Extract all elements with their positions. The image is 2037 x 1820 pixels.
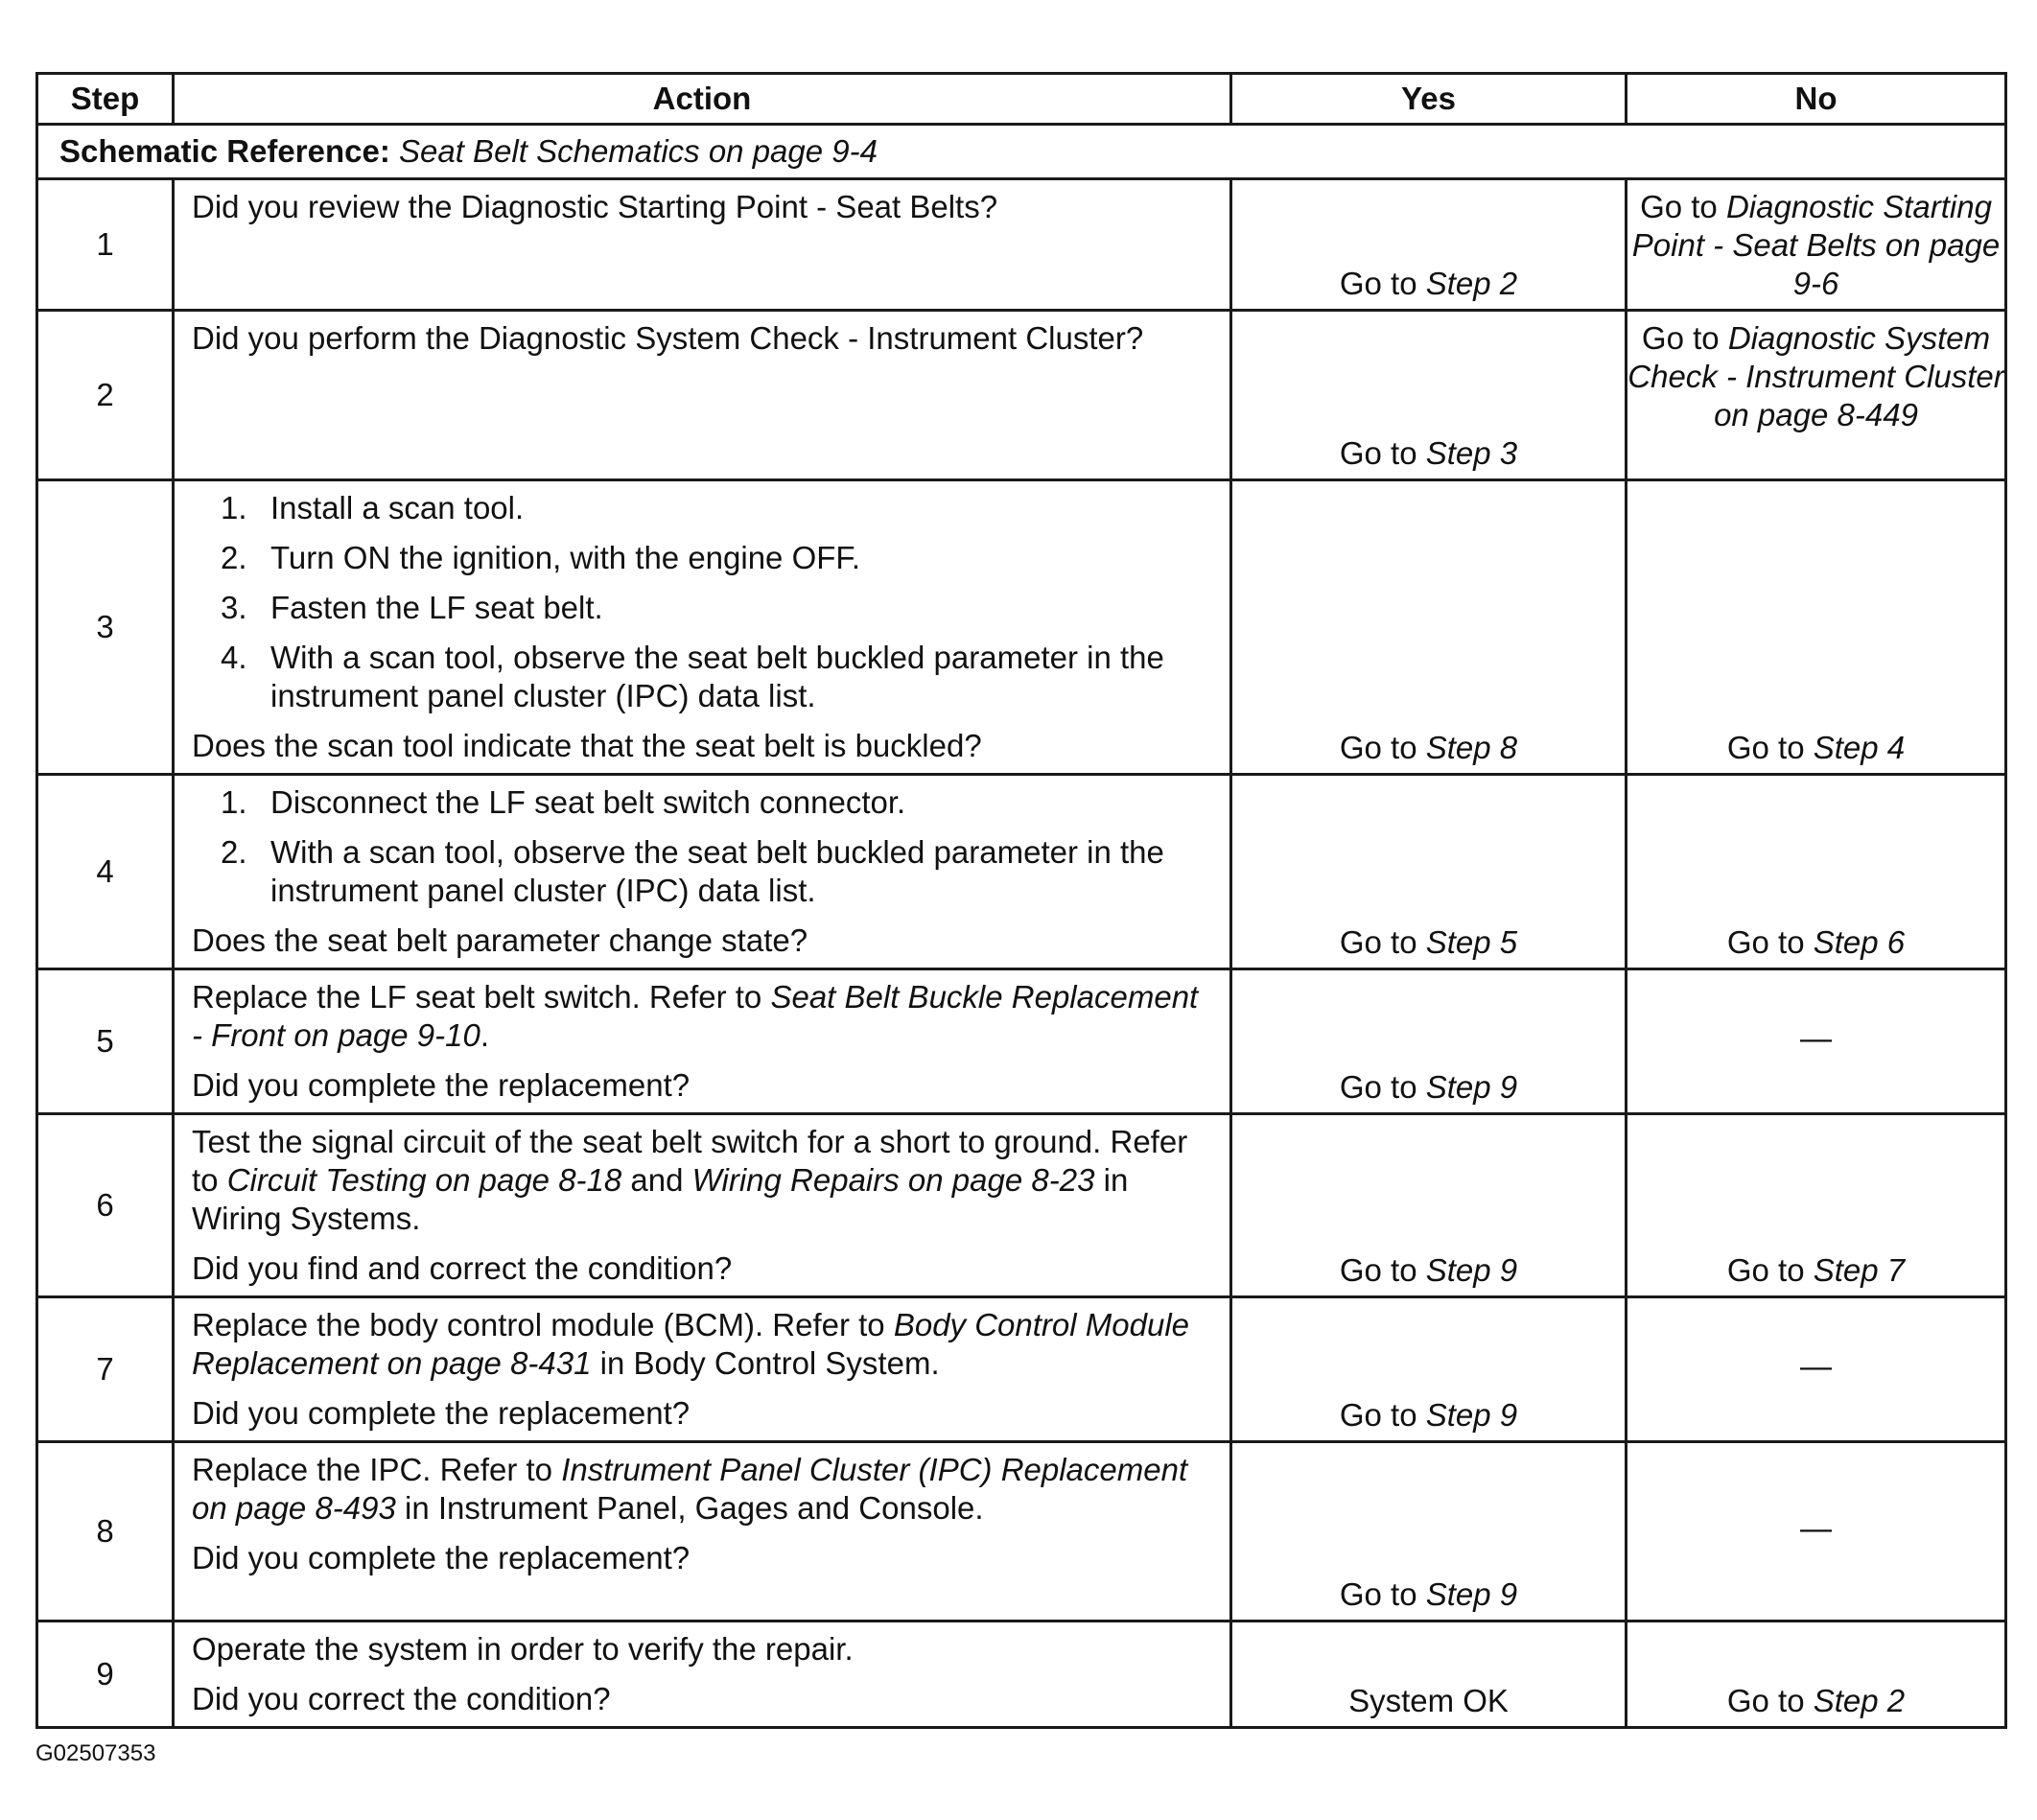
- substep: [192, 833, 1212, 910]
- yes-cell: [1231, 969, 1627, 1114]
- yes-cell: [1231, 480, 1627, 775]
- action-cell: [174, 775, 1231, 969]
- table-row: [37, 179, 2006, 311]
- substep-number: 1.: [221, 490, 247, 525]
- no-link[interactable]: Step 2: [1813, 1683, 1906, 1718]
- action-text: [192, 1451, 1212, 1528]
- yes-prefix: Go to: [1339, 435, 1426, 471]
- step-number: 2: [37, 311, 174, 480]
- substep-number: 2.: [221, 834, 247, 870]
- action-question: Did you find and correct the condition?: [192, 1250, 733, 1286]
- no-prefix: Go to: [1641, 320, 1728, 356]
- substep-list: [192, 489, 1212, 715]
- yes-prefix: Go to: [1339, 1069, 1426, 1105]
- header-step: Step: [37, 74, 174, 125]
- yes-link[interactable]: Step 2: [1425, 266, 1518, 301]
- no-cell: [1627, 1622, 2006, 1728]
- action-cell: [174, 311, 1231, 480]
- action-cell: [174, 1114, 1231, 1297]
- header-yes: Yes: [1231, 74, 1627, 125]
- no-link[interactable]: Diagnostic System Check - Instrument Cluster on page 8-449: [1627, 320, 2004, 432]
- action-text-part: .: [480, 1017, 490, 1053]
- step-number: 3: [37, 480, 174, 775]
- table-row: [37, 480, 2006, 775]
- yes-cell: [1231, 1442, 1627, 1622]
- substep-number: 3.: [221, 590, 247, 625]
- yes-prefix: Go to: [1339, 1252, 1426, 1288]
- yes-text: System OK: [1348, 1683, 1509, 1718]
- diagnostic-table-sheet: [35, 72, 2004, 1729]
- yes-link[interactable]: Step 5: [1425, 924, 1518, 960]
- schematic-reference: [37, 125, 2006, 179]
- table-row: [37, 1114, 2006, 1297]
- no-link[interactable]: Diagnostic Starting Point - Seat Belts on page 9-6: [1631, 189, 2001, 301]
- substep-number: 4.: [221, 640, 247, 675]
- action-link[interactable]: Wiring Repairs on page 8-23: [691, 1162, 1095, 1198]
- no-prefix: Go to: [1640, 189, 1726, 224]
- action-question: Did you complete the replacement?: [192, 1067, 691, 1103]
- no-prefix: Go to: [1726, 730, 1814, 765]
- step-number: 6: [37, 1114, 174, 1297]
- yes-prefix: Go to: [1339, 1397, 1426, 1433]
- step-number: 1: [37, 179, 174, 311]
- no-link[interactable]: Step 7: [1813, 1252, 1906, 1288]
- schematic-row: [37, 125, 2006, 179]
- yes-link[interactable]: Step 3: [1425, 435, 1518, 471]
- no-cell: [1627, 311, 2006, 480]
- yes-cell: [1231, 311, 1627, 480]
- substep-text: Disconnect the LF seat belt switch connector.: [270, 784, 906, 820]
- action-text: Operate the system in order to verify the repair.: [192, 1631, 854, 1667]
- no-link[interactable]: Step 6: [1813, 924, 1906, 960]
- table-row: [37, 1622, 2006, 1728]
- yes-link[interactable]: Step 9: [1425, 1252, 1518, 1288]
- substep: [192, 489, 1212, 527]
- table-row: [37, 1297, 2006, 1442]
- yes-prefix: Go to: [1339, 266, 1426, 301]
- action-cell: [174, 480, 1231, 775]
- no-cell: [1627, 179, 2006, 311]
- no-cell: [1627, 969, 2006, 1114]
- yes-prefix: Go to: [1339, 730, 1426, 765]
- action-text: [192, 1306, 1212, 1383]
- no-dash: —: [1800, 1020, 1832, 1056]
- step-number: 5: [37, 969, 174, 1114]
- action-cell: [174, 1297, 1231, 1442]
- no-cell: [1627, 1114, 2006, 1297]
- substep-text: Turn ON the ignition, with the engine OFF.: [270, 540, 861, 575]
- yes-link[interactable]: Step 9: [1425, 1069, 1518, 1105]
- no-link[interactable]: Step 4: [1813, 730, 1906, 765]
- no-prefix: Go to: [1726, 1683, 1814, 1718]
- action-text-part: in Wiring Systems.: [192, 1162, 1129, 1236]
- action-text: Did you review the Diagnostic Starting Point - Seat Belts?: [192, 189, 998, 224]
- substep-number: 2.: [221, 540, 247, 575]
- step-number: 9: [37, 1622, 174, 1728]
- action-text: [192, 978, 1212, 1055]
- action-text-part: and: [621, 1162, 692, 1198]
- step-number: 8: [37, 1442, 174, 1622]
- yes-cell: [1231, 1114, 1627, 1297]
- yes-cell: [1231, 1622, 1627, 1728]
- action-text: [192, 1123, 1212, 1238]
- no-cell: [1627, 775, 2006, 969]
- action-cell: [174, 1622, 1231, 1728]
- table-row: [37, 969, 2006, 1114]
- schematic-link[interactable]: Seat Belt Schematics on page 9-4: [399, 133, 878, 169]
- action-cell: [174, 179, 1231, 311]
- action-text-part: in Body Control System.: [591, 1345, 940, 1381]
- yes-link[interactable]: Step 9: [1425, 1576, 1518, 1612]
- action-question: Does the seat belt parameter change state?: [192, 922, 808, 958]
- action-text-part: in Instrument Panel, Gages and Console.: [395, 1490, 984, 1526]
- no-dash: —: [1800, 1510, 1832, 1546]
- action-text-part: Replace the LF seat belt switch. Refer to: [192, 979, 771, 1015]
- yes-cell: [1231, 1297, 1627, 1442]
- substep-number: 1.: [221, 784, 247, 820]
- action-link[interactable]: Instrument Panel Cluster (IPC) Replacement on page 8-493: [192, 1452, 1188, 1526]
- substep-list: [192, 783, 1212, 910]
- no-dash: —: [1800, 1348, 1832, 1384]
- header-no: No: [1627, 74, 2006, 125]
- no-cell: [1627, 1442, 2006, 1622]
- yes-cell: [1231, 179, 1627, 311]
- no-prefix: Go to: [1726, 924, 1814, 960]
- diagnostic-table: [35, 72, 2007, 1729]
- yes-link[interactable]: Step 9: [1425, 1397, 1518, 1433]
- no-cell: [1627, 480, 2006, 775]
- header-row: [37, 74, 2006, 125]
- table-row: [37, 775, 2006, 969]
- yes-cell: [1231, 775, 1627, 969]
- substep: [192, 783, 1212, 822]
- substep: [192, 639, 1212, 715]
- figure-id: G02507353: [35, 1740, 156, 1766]
- yes-prefix: Go to: [1339, 924, 1426, 960]
- substep-text: With a scan tool, observe the seat belt buckled parameter in the instrument panel cluster (IPC) data list.: [270, 834, 1164, 908]
- table-row: [37, 1442, 2006, 1622]
- substep-text: Install a scan tool.: [270, 490, 525, 525]
- action-link[interactable]: Seat Belt Buckle Replacement - Front on page 9-10: [192, 979, 1199, 1053]
- yes-link[interactable]: Step 8: [1425, 730, 1518, 765]
- action-text-part: Test the signal circuit of the seat belt switch for a short to ground. Refer to: [192, 1124, 1188, 1198]
- substep-text: With a scan tool, observe the seat belt buckled parameter in the instrument panel cluster (IPC) data list.: [270, 640, 1164, 713]
- action-question: Does the scan tool indicate that the seat belt is buckled?: [192, 728, 982, 763]
- action-text: Did you perform the Diagnostic System Check - Instrument Cluster?: [192, 320, 1144, 356]
- action-question: Did you correct the condition?: [192, 1681, 611, 1716]
- substep: [192, 539, 1212, 577]
- action-cell: [174, 969, 1231, 1114]
- action-text-part: Replace the body control module (BCM). Refer to: [192, 1307, 894, 1342]
- step-number: 7: [37, 1297, 174, 1442]
- action-question: Did you complete the replacement?: [192, 1540, 691, 1575]
- substep-text: Fasten the LF seat belt.: [270, 590, 603, 625]
- step-number: 4: [37, 775, 174, 969]
- action-link[interactable]: Circuit Testing on page 8-18: [226, 1162, 622, 1198]
- header-action: Action: [174, 74, 1231, 125]
- action-link[interactable]: Body Control Module Replacement on page 8-431: [192, 1307, 1190, 1381]
- yes-prefix: Go to: [1339, 1576, 1426, 1612]
- action-text-part: Replace the IPC. Refer to: [192, 1452, 562, 1487]
- substep: [192, 589, 1212, 627]
- no-prefix: Go to: [1726, 1252, 1814, 1288]
- schematic-label: Schematic Reference:: [59, 133, 390, 169]
- action-cell: [174, 1442, 1231, 1622]
- no-cell: [1627, 1297, 2006, 1442]
- table-row: [37, 311, 2006, 480]
- action-question: Did you complete the replacement?: [192, 1395, 691, 1431]
